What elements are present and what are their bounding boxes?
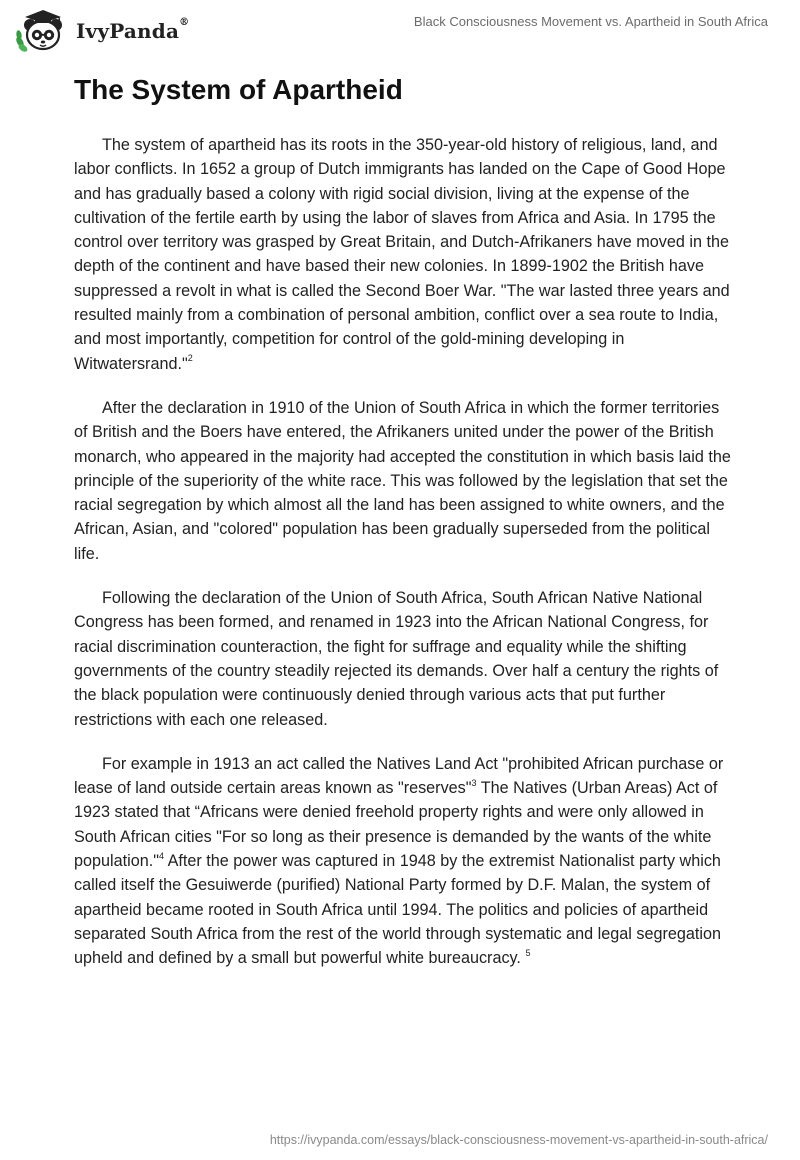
paragraph-text: The system of apartheid has its roots in the 350-year-old history of religious, land, and labor conflicts. In 1652 a group of Dutch immigrants has landed on the Cape of Good Hope and has gradually based a colony with rigid social division, living at the expense of the cultivation of the fertile earth by using the labor of slaves from Africa and Asia. In 1795 the control over territory was grasped by Great Britain, and Dutch-Afrikaners have moved in the depth of the continent and have based their new colonies. In 1899-1902 the British have suppressed a revolt in what is called the Second Boer War. "The war lasted three years and resulted mainly from a combination of personal ambition, conflict over a sea route to India, and most importantly, competition for control of the gold-mining developing in Witwatersrand." [74,136,730,373]
running-title: Black Consciousness Movement vs. Apartheid in South Africa [413,14,768,29]
paragraph-text: Following the declaration of the Union of South Africa, South African Native National Congress has been formed, and renamed in 1923 into the African National Congress, for racial discrimination counteraction, the fight for suffrage and equality while the shifting governments of the country steadily rejected its demands. Over half a century the rights of the black population were continuously denied through various acts that put further restrictions with each one released. [74,589,719,729]
body-paragraph [74,752,734,971]
footnote-marker[interactable]: 3 [471,777,477,788]
paragraph-text: For example in 1913 an act called the Natives Land Act "prohibited African purchase or lease of land outside certain areas known as "reserves" [74,754,724,798]
paragraph-text: After the declaration in 1910 of the Union of South Africa in which the former territories of British and the Boers have entered, the Afrikaners united under the power of the British monarch, who appeared in the majority had accepted the constitution in which basis laid the principle of the superiority of the white race. This was followed by the legislation that set the racial segregation by which almost all the land has been assigned to white owners, and the African, Asian, and "colored" population has been gradually superseded from the political life. [74,398,731,563]
body-paragraph [74,133,734,376]
footnote-marker[interactable]: 5 [525,947,531,958]
body-paragraph [74,396,734,566]
paragraph-text: After the power was captured in 1948 by the extremist Nationalist party which called itself the Gesuiwerde (purified) National Party formed by D.F. Malan, the system of apartheid became rooted in South Africa until 1994. The politics and policies of apartheid separated South Africa from the rest of the world through systematic and legal segregation upheld and defined by a small but powerful white bureaucracy. [74,852,721,968]
brand-name: IvyPanda® [76,17,190,43]
page-header [0,0,800,60]
footnote-marker[interactable]: 4 [158,850,164,861]
body-paragraph [74,586,734,732]
paragraph-text: The Natives (Urban Areas) Act of 1923 stated that “Africans were denied freehold property rights and were only allowed in South African cities "For so long as their presence is demanded by the wants of the white population." [74,779,718,871]
panda-logo-icon [14,8,72,54]
ivypanda-logo[interactable] [14,8,189,54]
footer-url[interactable]: https://ivypanda.com/essays/black-consciousness-movement-vs-apartheid-in-south-africa/ [269,1133,768,1147]
footnote-marker[interactable]: 2 [187,353,193,364]
page-title: The System of Apartheid [74,74,403,105]
essay-body [74,133,734,991]
